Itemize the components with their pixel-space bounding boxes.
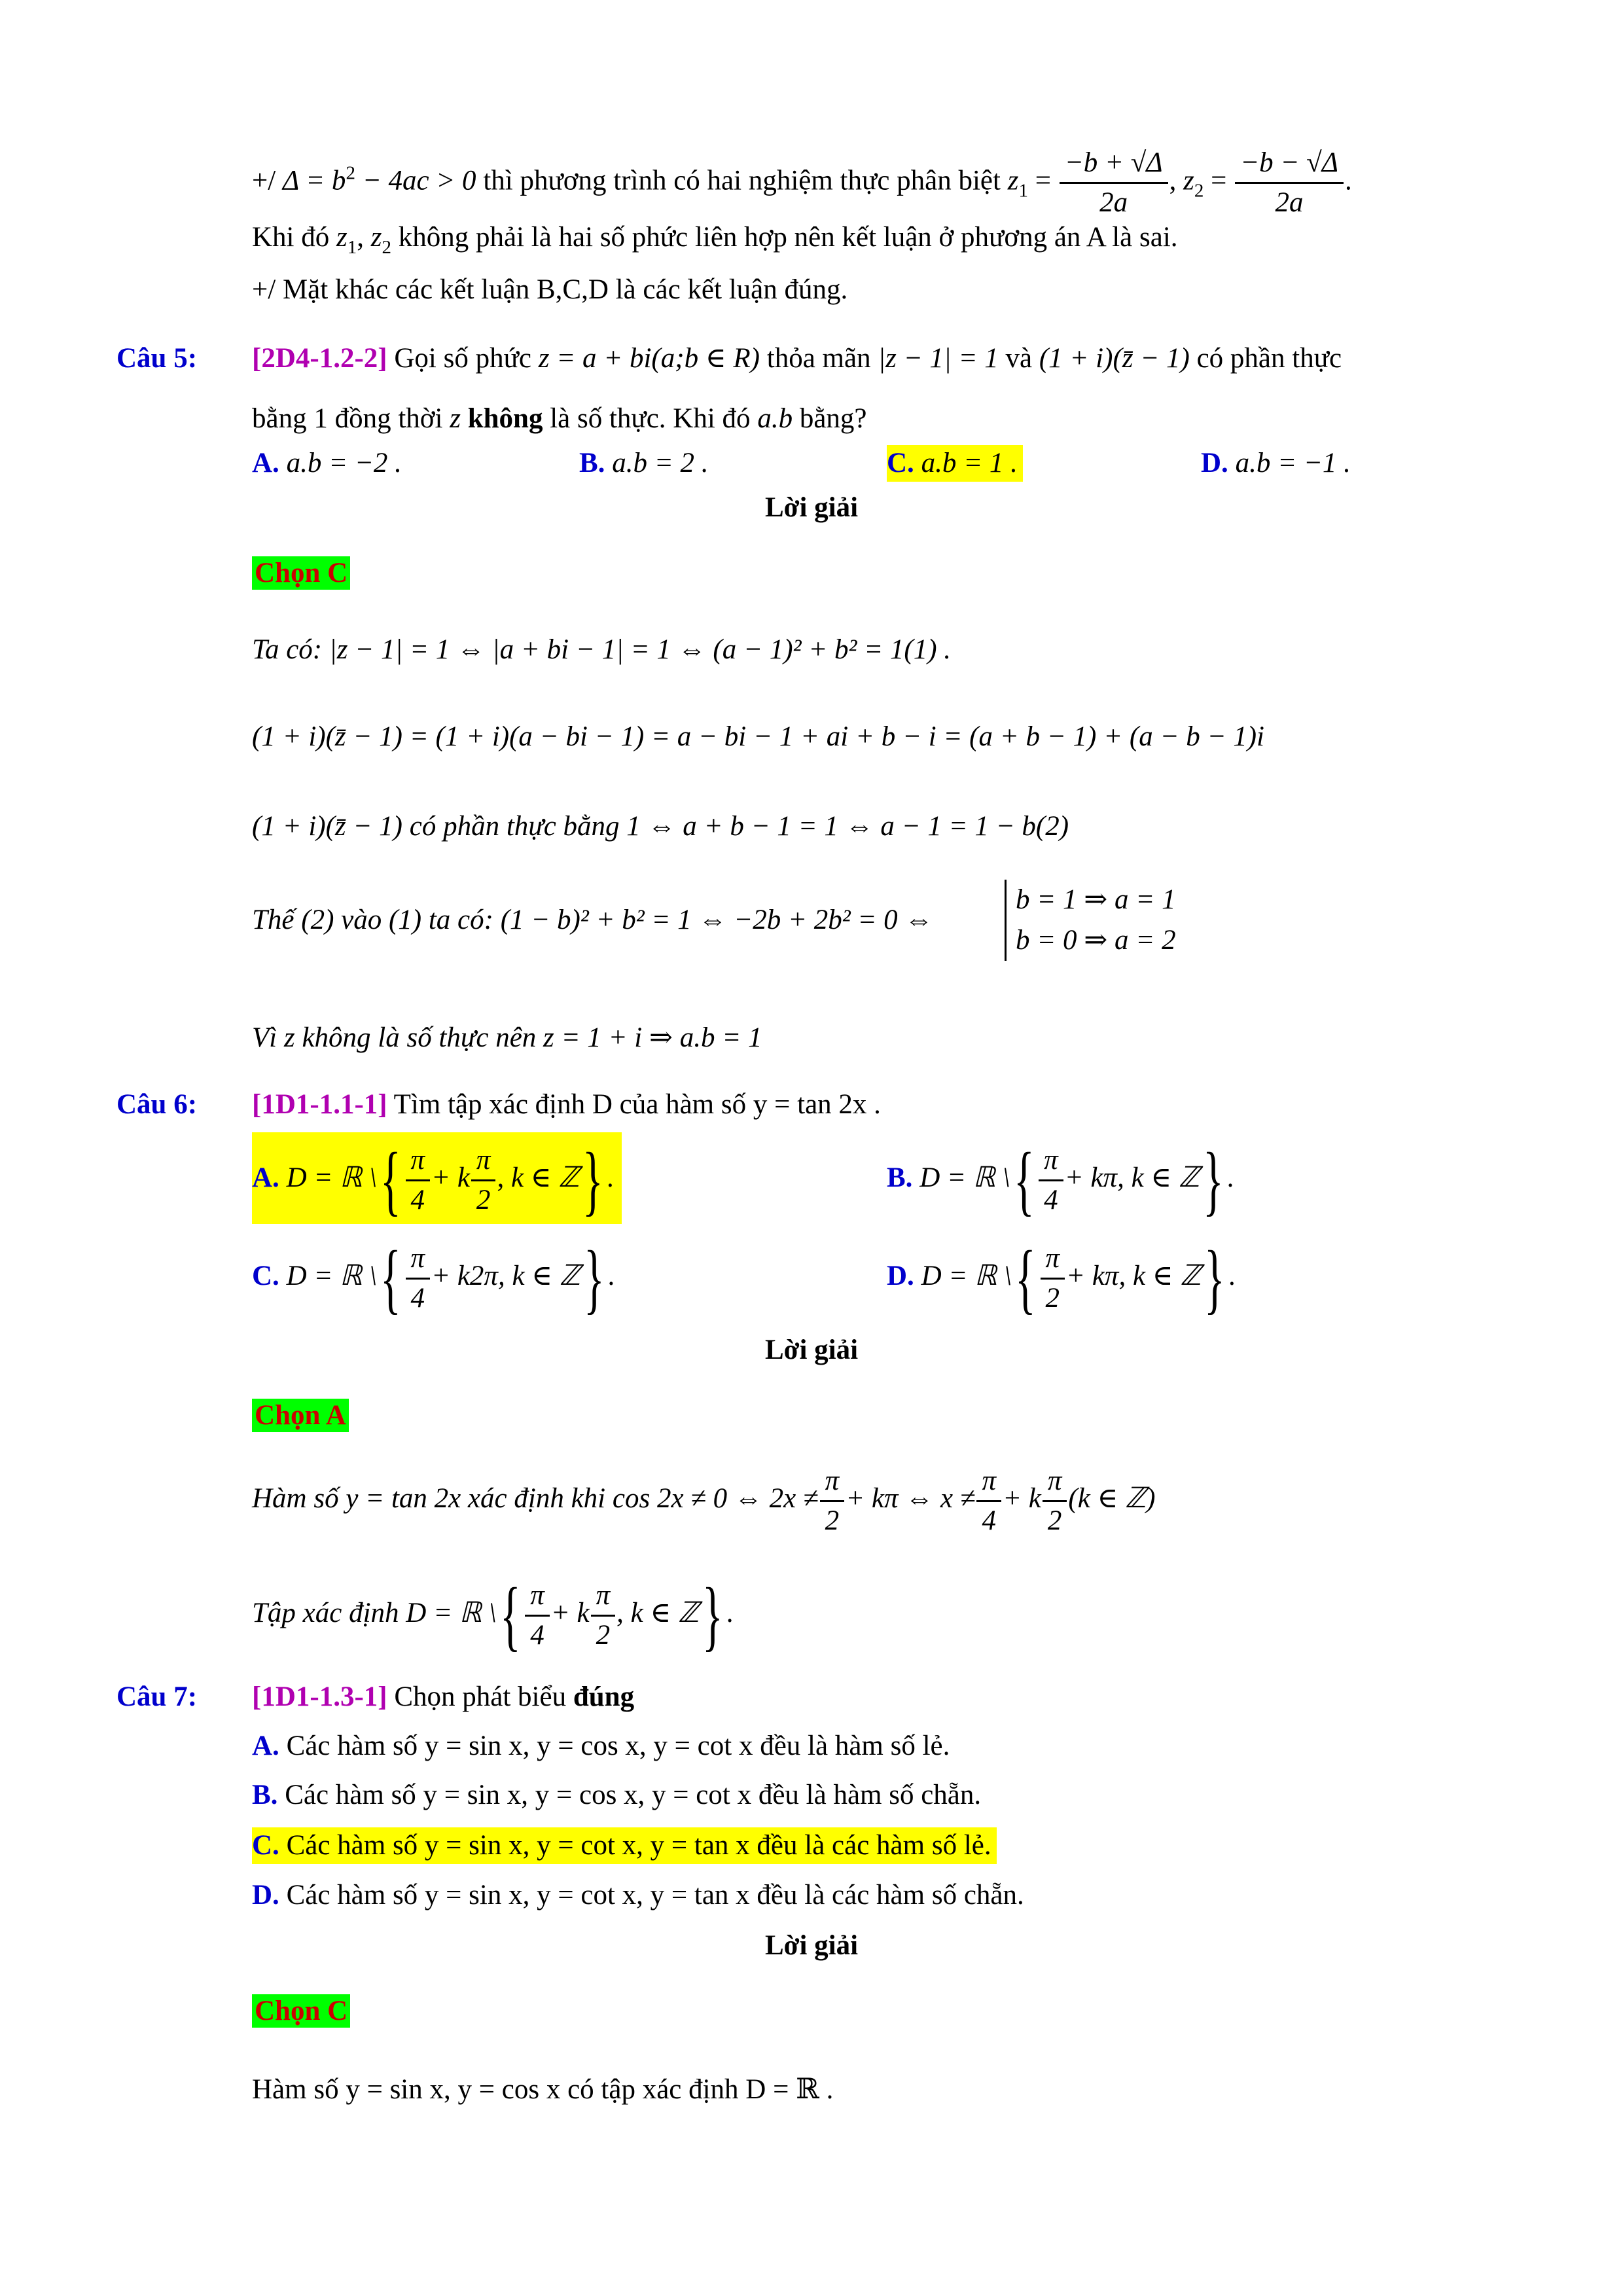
q5-step-1: Ta có: |z − 1| = 1 ⇔ |a + bi − 1| = 1 ⇔ (a − 1)² + b² = 1(1) . [252, 634, 952, 665]
q5-label: Câu 5: [116, 343, 198, 374]
q7-stem: [1D1-1.3-1] Chọn phát biểu đúng [252, 1681, 635, 1712]
q7-option-d[interactable]: D. Các hàm số y = sin x, y = cot x, y = tan x đều là các hàm số chẵn. [252, 1880, 1024, 1910]
q6-step-1: Hàm số y = tan 2x xác định khi cos 2x ≠ 0 ⇔ 2x ≠ $\frac{\pi}{2}$ + kπ ⇔ x ≠ $\frac{\pi}{4}$ + k $\frac{\pi}{2}$ (k ∈ ℤ) [252, 1453, 1156, 1545]
q6-solution-title: Lời giải [764, 1335, 859, 1365]
q7-choice: Chọn C [252, 1993, 350, 2030]
q5-solution-title: Lời giải [764, 492, 859, 523]
z1-fraction: $\frac{-b + √\Delta}{2a}$ [1062, 144, 1166, 222]
q5-option-b[interactable]: B. a.b = 2 . [579, 448, 709, 478]
q6-option-c[interactable]: C. D = ℝ \{ $\frac{\pi}{4}$ + k2π, k ∈ ℤ} . [252, 1234, 615, 1322]
q7-option-c[interactable]: C. Các hàm số y = sin x, y = cot x, y = tan x đều là các hàm số lẻ. [252, 1827, 997, 1864]
q6-choice: Chọn A [252, 1397, 349, 1434]
q6-option-b[interactable]: B. D = ℝ \{ $\frac{\pi}{4}$ + kπ, k ∈ ℤ} . [887, 1136, 1234, 1224]
q5-option-c[interactable]: C. a.b = 1 . [887, 445, 1023, 482]
q7-option-a[interactable]: A. Các hàm số y = sin x, y = cos x, y = cot x đều là hàm số lẻ. [252, 1731, 950, 1761]
q6-label: Câu 6: [116, 1089, 198, 1120]
q5-step-5: Vì z không là số thực nên z = 1 + i ⇒ a.b = 1 [252, 1022, 762, 1053]
q5-option-d[interactable]: D. a.b = −1 . [1201, 448, 1351, 478]
q7-step-1: Hàm số y = sin x, y = cos x có tập xác định D = ℝ . [252, 2074, 834, 2105]
q6-option-a[interactable]: A. D = ℝ \{ $\frac{\pi}{4}$ + k $\frac{\pi}{2}$ , k ∈ ℤ} . [252, 1132, 622, 1224]
q5-step-3: (1 + i)(z̄ − 1) có phần thực bằng 1 ⇔ a + b − 1 = 1 ⇔ a − 1 = 1 − b(2) [252, 811, 1069, 842]
q5-choice: Chọn C [252, 555, 350, 592]
q6-stem: [1D1-1.1-1] Tìm tập xác định D của hàm số y = tan 2x . [252, 1089, 881, 1120]
q6-step-2: Tập xác định D = ℝ \{ $\frac{\pi}{4}$ + k $\frac{\pi}{2}$ , k ∈ ℤ} . [252, 1571, 734, 1659]
q5-step-4: Thế (2) vào (1) ta có: (1 − b)² + b² = 1 ⇔ −2b + 2b² = 0 ⇔ b = 1 ⇒ a = 1 b = 0 ⇒ a = 2 [252, 902, 933, 939]
q7-label: Câu 7: [116, 1681, 198, 1712]
q5-stem-line-2: bằng 1 đồng thời z không là số thực. Khi đó a.b bằng? [252, 403, 867, 434]
q7-option-b[interactable]: B. Các hàm số y = sin x, y = cos x, y = cot x đều là hàm số chẵn. [252, 1780, 982, 1810]
z2-fraction: $\frac{-b - √\Delta}{2a}$ [1238, 144, 1341, 222]
q5-step-2: (1 + i)(z̄ − 1) = (1 + i)(a − bi − 1) = a − bi − 1 + ai + b − i = (a + b − 1) + (a − b − 1)i [252, 721, 1264, 752]
q5-case-bracket: b = 1 ⇒ a = 1 b = 0 ⇒ a = 2 [1005, 880, 1176, 961]
intro-line-3: +/ Mặt khác các kết luận B,C,D là các kết luận đúng. [252, 274, 848, 305]
q5-option-a[interactable]: A. a.b = −2 . [252, 448, 402, 478]
intro-line-2: Khi đó $z_1$, $z_2$ không phải là hai số phức liên hợp nên kết luận ở phương án A là sai. [252, 222, 1178, 258]
q7-solution-title: Lời giải [764, 1930, 859, 1961]
q6-option-d[interactable]: D. D = ℝ \{ $\frac{\pi}{2}$ + kπ, k ∈ ℤ} . [887, 1234, 1236, 1322]
q5-stem-line-1: [2D4-1.2-2] Gọi số phức z = a + bi(a;b ∈ R) thỏa mãn |z − 1| = 1 và (1 + i)(z̄ − 1) có phần thực [252, 343, 1342, 374]
intro-line-1: +/ $\Delta = b^2 - 4ac > 0$ thì phương trình có hai nghiệm thực phân biệt $z_1$ = $\frac{-b + √\Delta}{2a}$ , $z_2$ = $\frac{-b - √\Delta}{2a}$ . [252, 144, 1352, 222]
